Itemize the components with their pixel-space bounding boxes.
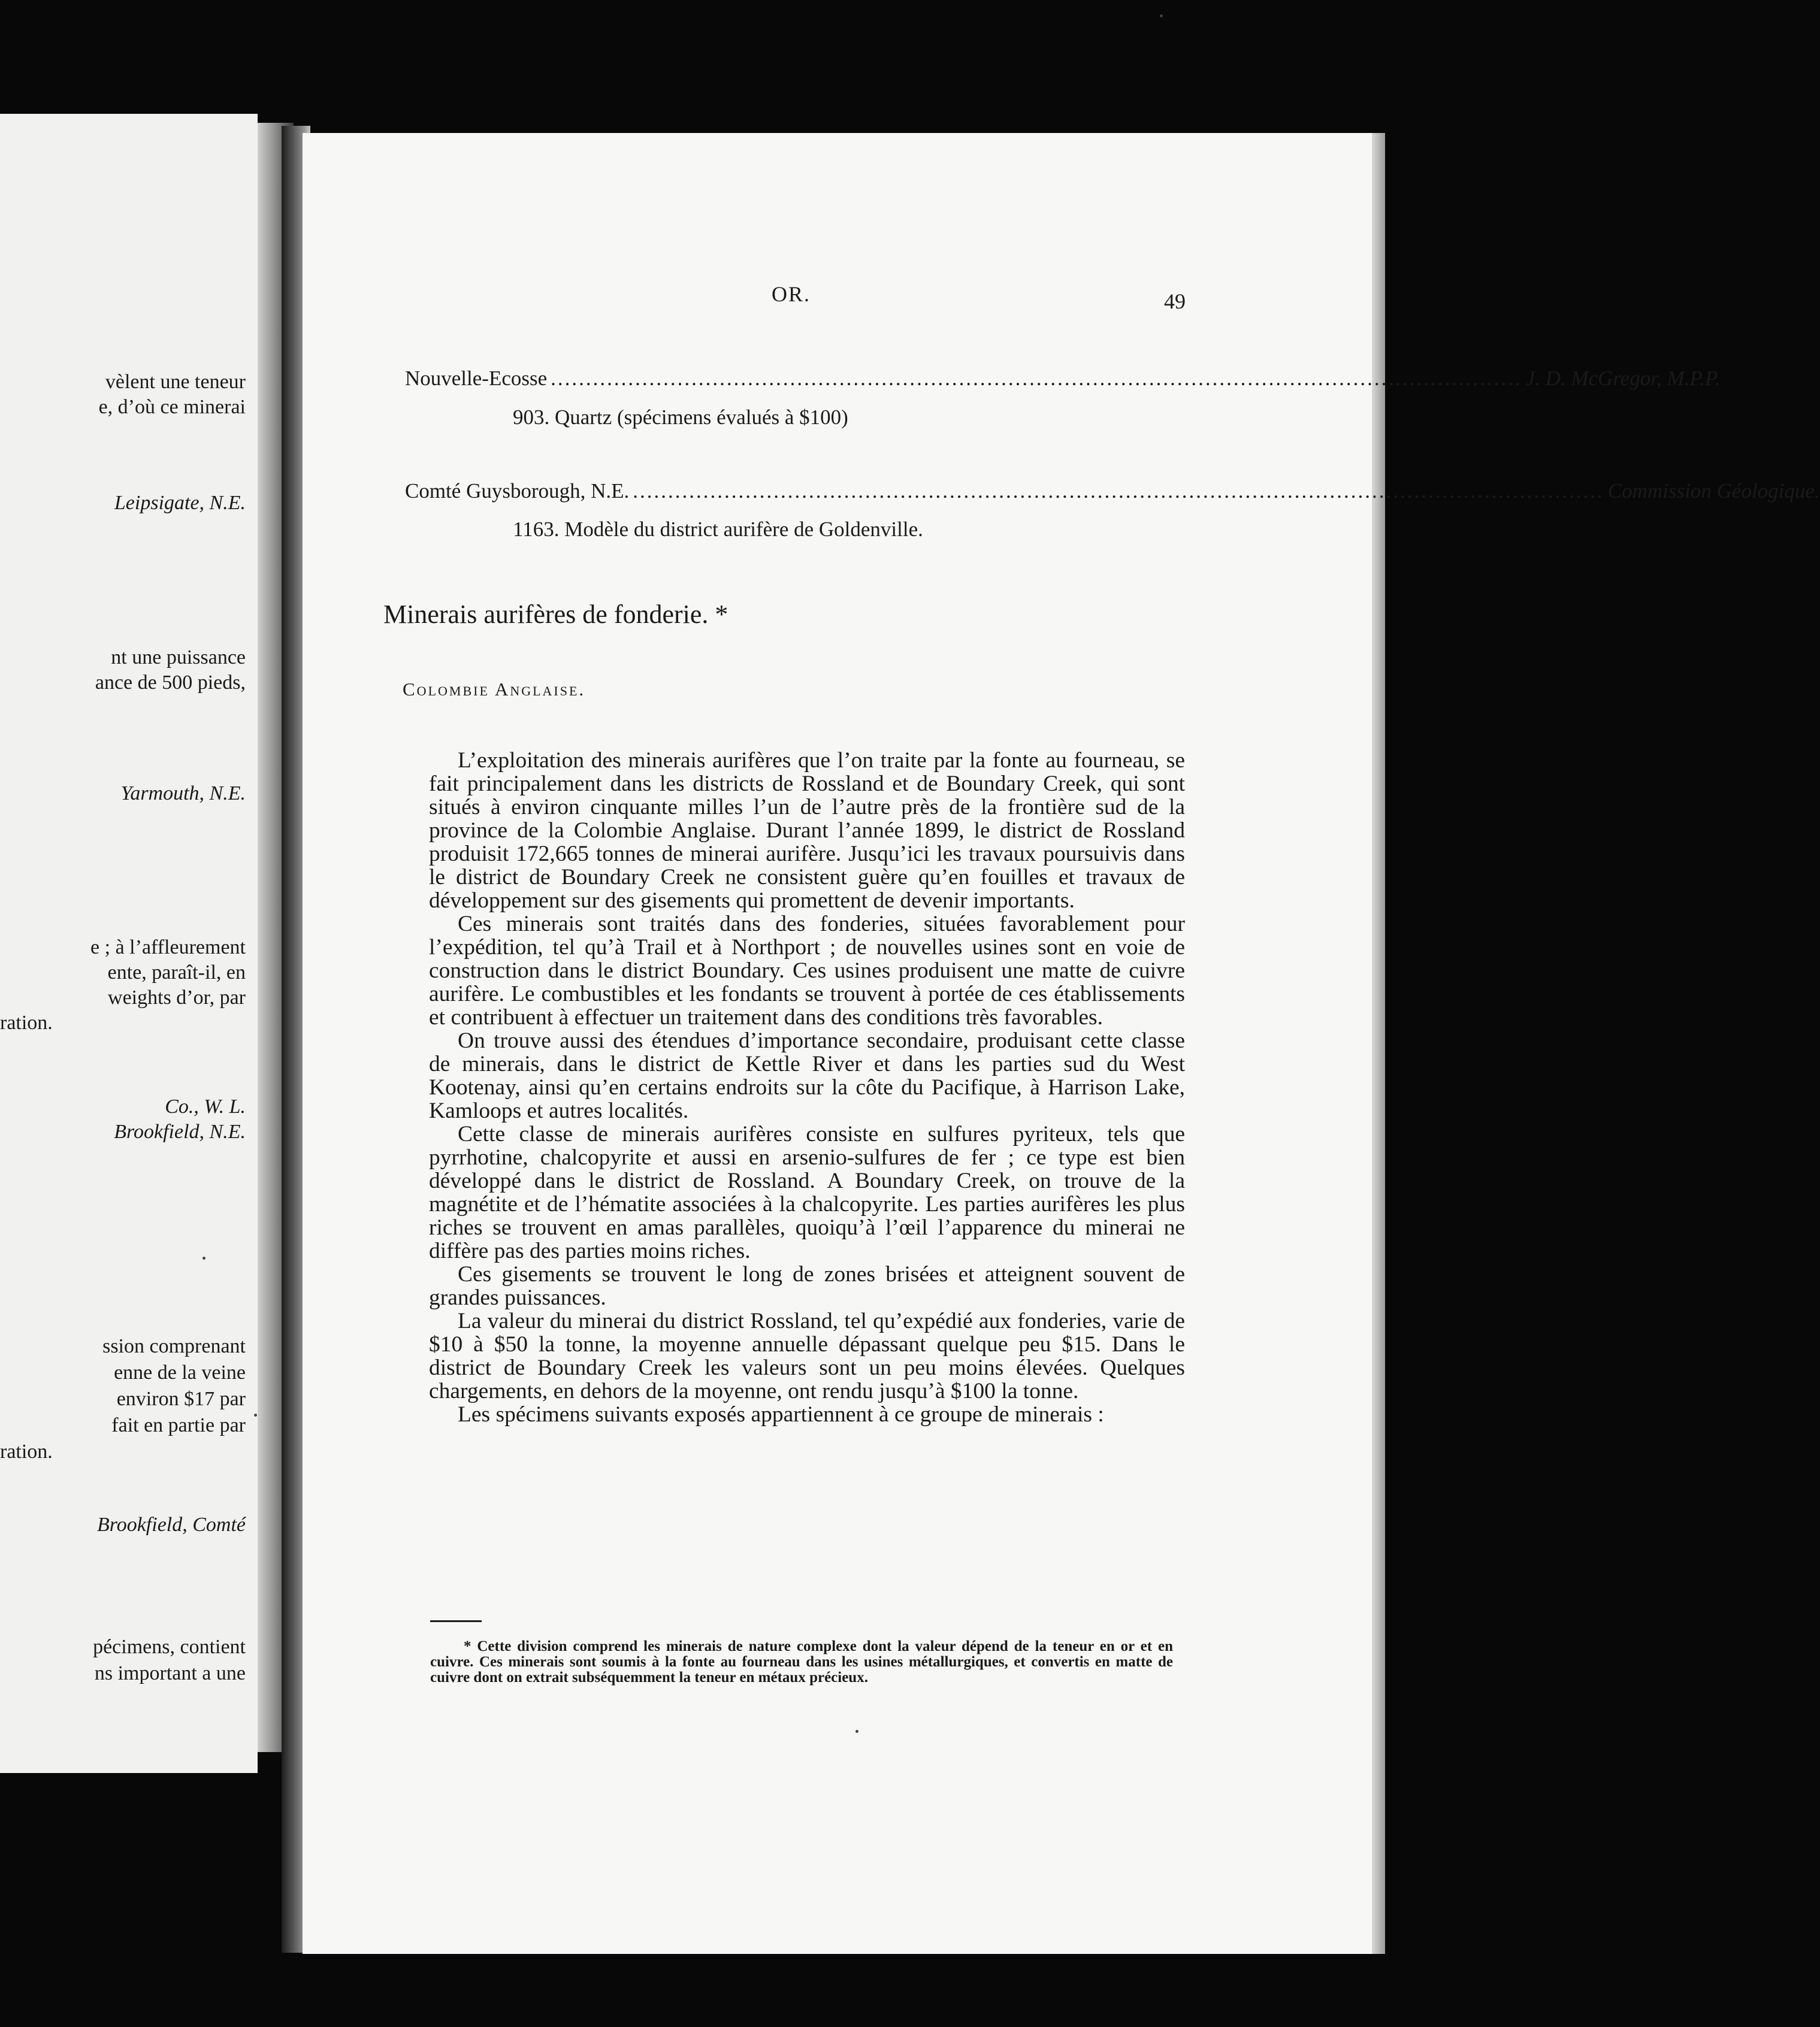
page-number: 49: [1164, 289, 1186, 313]
left-text-line: ration.: [0, 1012, 53, 1034]
exhibit-source: J. D. McGregor, M.P.P.: [1525, 367, 1721, 390]
paragraph: Cette classe de minerais aurifères consiste en sulfures pyriteux, tels que pyrrhotine, chalcopyrite et aussi en arsenio-sulfures de fer ; ce type est bien développé dans le district de Rossland. A Boundary Creek, on trouve de la magnétite et de l’hématite associées à la chalcopyrite. Les parties aurifères les plus riches se trouvent en amas parallèles, quoiqu’à l’œil l’apparence du minerai ne diffère pas des parties moins riches.: [429, 1122, 1185, 1263]
paragraph: Ces minerais sont traités dans des fonderies, situées favorablement pour l’expédition, tel qu’à Trail et à Northport ; de nouvelles usines sont en voie de construction dans le district Boundary. Ces usines produisent une matte de cuivre aurifère. Le combustibles et les fondants se trouvent à portée de ces établissements et contribuent à effectuer un traitement dans des conditions très favorables.: [429, 912, 1185, 1030]
exhibit-location: Nouvelle-Ecosse: [405, 367, 548, 390]
left-text-line: vèlent une teneur: [105, 371, 246, 393]
left-text-line: ration.: [0, 1441, 53, 1463]
left-text-line: nt une puissance: [111, 646, 246, 668]
left-text-line: fait en partie par: [111, 1414, 246, 1436]
left-text-line: ance de 500 pieds,: [95, 671, 246, 694]
left-text-line: e ; à l’affleurement: [90, 936, 246, 958]
dot-leader: ..........................................................................................................................................: [551, 367, 1522, 390]
subsection-heading: Colombie Anglaise.: [403, 679, 586, 700]
paragraph: Ces gisements se trouvent le long de zones brisées et atteignent souvent de grandes puissances.: [429, 1262, 1185, 1310]
left-text-line: Brookfield, Comté: [96, 1514, 246, 1536]
exhibit-location: Comté Guysborough, N.E.: [405, 479, 630, 503]
left-text-line: Yarmouth, N.E.: [120, 782, 246, 804]
footnote-text: * Cette division comprend les minerais de nature complexe dont la valeur dépend de la teneur en or et en cuivre. Ces minerais sont soumis à la fonte au fourneau dans les usines métallurgiques, et convertis en matte de cuivre dont on extrait subséquemment la teneur en métaux précieux.: [430, 1638, 1173, 1686]
section-heading: Minerais aurifères de fonderie. *: [383, 600, 728, 629]
ink-speck: [855, 1730, 858, 1733]
left-text-line: ns important a une: [94, 1662, 246, 1684]
body-text: [429, 749, 1185, 1426]
footnote: [430, 1639, 1173, 1686]
left-text-line: weights d’or, par: [108, 987, 246, 1009]
paragraph: La valeur du minerai du district Rossland, tel qu’expédié aux fonderies, varie de $10 à $50 la tonne, la moyenne annuelle dépassant quelque peu $15. Dans le district de Boundary Creek les valeurs sont un peu moins élevées. Quelques chargements, en dehors de la moyenne, ont rendu jusqu’à $100 la tonne.: [429, 1309, 1185, 1403]
page-edge: [1372, 133, 1385, 1954]
dot-leader: ..........................................................................................................................................: [633, 479, 1604, 503]
left-text-line: enne de la veine: [114, 1362, 246, 1384]
paragraph: On trouve aussi des étendues d’importance secondaire, produisant cette classe de minerais, dans le district de Kettle River et dans les parties sud du West Kootenay, ainsi qu’en certains endroits sur la côte du Pacifique, à Harrison Lake, Kamloops et autres localités.: [429, 1028, 1185, 1123]
left-facing-page: [0, 114, 258, 1773]
exhibit-entry-line: [405, 367, 1721, 391]
ink-speck: [1160, 14, 1163, 17]
left-text-line: Co., W. L.: [165, 1096, 246, 1118]
paragraph: Les spécimens suivants exposés appartiennent à ce groupe de minerais :: [458, 1402, 1104, 1427]
ink-speck: [254, 1414, 257, 1417]
left-text-line: pécimens, contient: [93, 1636, 246, 1658]
exhibit-description: 903. Quartz (spécimens évalués à $100): [513, 406, 848, 429]
ink-speck: [202, 1257, 205, 1260]
running-head: OR.: [772, 282, 811, 306]
left-text-line: ente, paraît-il, en: [107, 961, 246, 984]
left-text-line: Brookfield, N.E.: [114, 1121, 246, 1143]
paragraph: L’exploitation des minerais aurifères que l’on traite par la fonte au fourneau, se fait principalement dans les districts de Rossland et de Boundary Creek, qui sont situés à environ cinquante milles l’un de l’autre près de la frontière sud de la province de la Colombie Anglaise. Durant l’année 1899, le district de Rossland produisit 172,665 tonnes de minerai aurifère. Jusqu’ici les travaux poursuivis dans le district de Boundary Creek ne consistent guère qu’en fouilles et travaux de développement sur des gisements qui promettent de devenir importants.: [429, 748, 1185, 913]
exhibit-description: 1163. Modèle du district aurifère de Goldenville.: [513, 518, 923, 541]
left-text-line: environ $17 par: [116, 1388, 246, 1410]
left-text-line: Leipsigate, N.E.: [114, 492, 246, 514]
exhibit-entry-line: [405, 479, 1820, 503]
left-text-line: ssion comprenant: [102, 1335, 246, 1357]
footnote-rule: [430, 1620, 482, 1622]
exhibit-source: Commission Géologique.: [1607, 479, 1820, 503]
left-text-line: e, d’où ce minerai: [98, 396, 246, 418]
